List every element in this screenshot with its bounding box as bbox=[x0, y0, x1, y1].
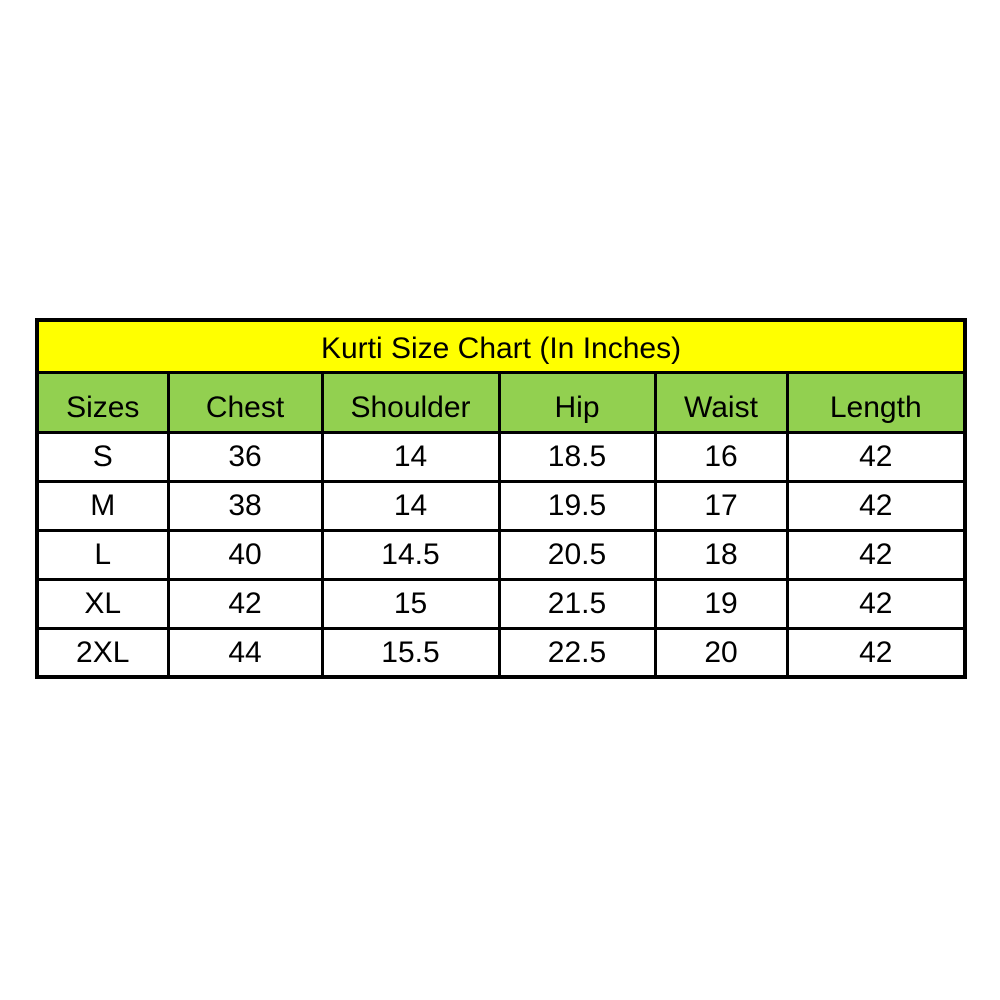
length-value: 42 bbox=[787, 579, 965, 628]
shoulder-value: 14 bbox=[322, 432, 499, 481]
size-label: XL bbox=[37, 579, 168, 628]
shoulder-value: 14 bbox=[322, 481, 499, 530]
hip-value: 18.5 bbox=[499, 432, 655, 481]
table-row-l bbox=[37, 530, 965, 579]
column-header-shoulder: Shoulder bbox=[322, 372, 499, 432]
hip-value: 22.5 bbox=[499, 628, 655, 677]
waist-value: 17 bbox=[655, 481, 787, 530]
chest-value: 42 bbox=[168, 579, 322, 628]
shoulder-value: 15.5 bbox=[322, 628, 499, 677]
chest-value: 40 bbox=[168, 530, 322, 579]
chest-value: 36 bbox=[168, 432, 322, 481]
hip-value: 20.5 bbox=[499, 530, 655, 579]
table-header-row bbox=[37, 372, 965, 432]
size-label: 2XL bbox=[37, 628, 168, 677]
table-row-xl bbox=[37, 579, 965, 628]
size-chart-table bbox=[35, 318, 967, 679]
waist-value: 16 bbox=[655, 432, 787, 481]
hip-value: 21.5 bbox=[499, 579, 655, 628]
table-title: Kurti Size Chart (In Inches) bbox=[37, 320, 965, 372]
length-value: 42 bbox=[787, 481, 965, 530]
column-header-length: Length bbox=[787, 372, 965, 432]
waist-value: 19 bbox=[655, 579, 787, 628]
size-label: M bbox=[37, 481, 168, 530]
size-label: L bbox=[37, 530, 168, 579]
hip-value: 19.5 bbox=[499, 481, 655, 530]
length-value: 42 bbox=[787, 432, 965, 481]
shoulder-value: 14.5 bbox=[322, 530, 499, 579]
length-value: 42 bbox=[787, 628, 965, 677]
column-header-sizes: Sizes bbox=[37, 372, 168, 432]
shoulder-value: 15 bbox=[322, 579, 499, 628]
table-row-2xl bbox=[37, 628, 965, 677]
chest-value: 38 bbox=[168, 481, 322, 530]
size-label: S bbox=[37, 432, 168, 481]
column-header-chest: Chest bbox=[168, 372, 322, 432]
column-header-hip: Hip bbox=[499, 372, 655, 432]
length-value: 42 bbox=[787, 530, 965, 579]
column-header-waist: Waist bbox=[655, 372, 787, 432]
table-title-row bbox=[37, 320, 965, 372]
waist-value: 18 bbox=[655, 530, 787, 579]
chest-value: 44 bbox=[168, 628, 322, 677]
table-row-s bbox=[37, 432, 965, 481]
table-row-m bbox=[37, 481, 965, 530]
waist-value: 20 bbox=[655, 628, 787, 677]
